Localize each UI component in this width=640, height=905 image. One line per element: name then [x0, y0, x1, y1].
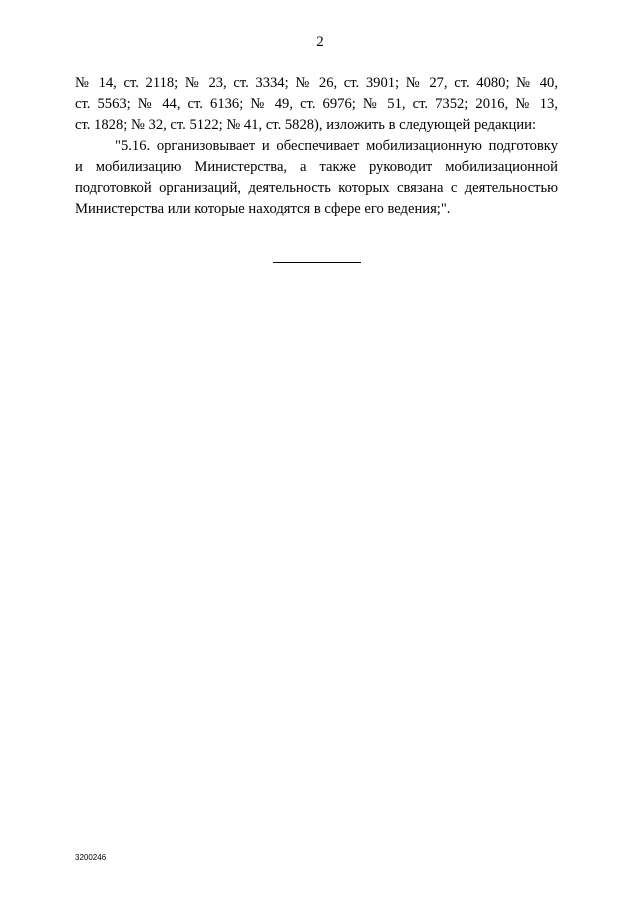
paragraph-1-line-2: ст. 5563; № 44, ст. 6136; № 49, ст. 6976; № 51, ст. 7352; 2016, № 13, [75, 96, 558, 112]
document-code: 3200246 [75, 853, 107, 862]
paragraph-2-line-4: Министерства или которые находятся в сфере его ведения;". [75, 201, 451, 217]
paragraph-1-line-1: № 14, ст. 2118; № 23, ст. 3334; № 26, ст. 3901; № 27, ст. 4080; № 40, [75, 75, 558, 91]
paragraph-2-line-1: "5.16. организовывает и обеспечивает мобилизационную подготовку [115, 138, 558, 154]
page-number: 2 [316, 34, 324, 50]
paragraph-1-line-3: ст. 1828; № 32, ст. 5122; № 41, ст. 5828), изложить в следующей редакции: [75, 117, 537, 133]
end-separator-line [273, 262, 361, 263]
paragraph-2-line-3: подготовкой организаций, деятельность которых связана с деятельностью [75, 180, 558, 196]
paragraph-2-line-2: и мобилизацию Министерства, а также руководит мобилизационной [75, 159, 558, 175]
document-body [75, 73, 558, 220]
